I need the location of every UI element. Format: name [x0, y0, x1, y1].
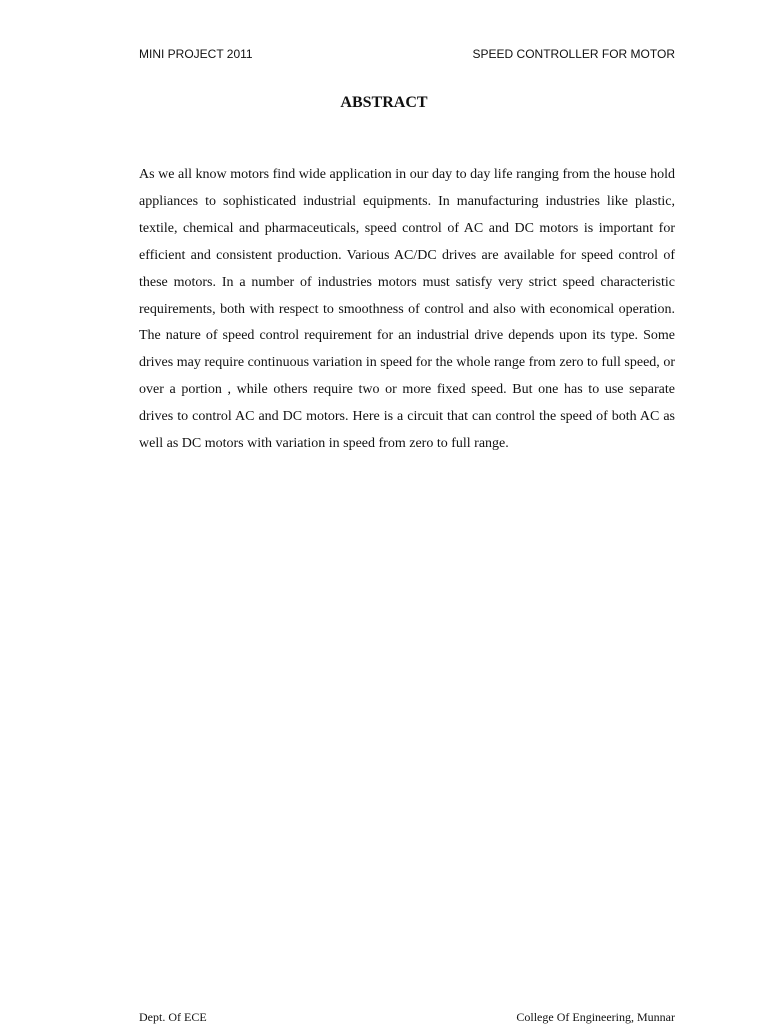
page-footer [139, 1008, 675, 1026]
header-project-label: MINI PROJECT 2011 [139, 47, 253, 61]
abstract-paragraph: As we all know motors find wide application in our day to day life ranging from the house hold appliances to sophisticated industrial equipments. In manufacturing industries like plastic, textile, chemical and pharmaceuticals, speed control of AC and DC motors is important for efficient and consistent production. Various AC/DC drives are available for speed control of these motors. In a number of industries motors must satisfy very strict speed characteristic requirements, both with respect to smoothness of control and also with economical operation. The nature of speed control requirement for an industrial drive depends upon its type. Some drives may require continuous variation in speed for the whole range from zero to full speed, or over a portion , while others require two or more fixed speed. But one has to use separate drives to control AC and DC motors. Here is a circuit that can control the speed of both AC as well as DC motors with variation in speed from zero to full range. [139, 167, 675, 452]
footer-college: College Of Engineering, Munnar [516, 1010, 675, 1024]
header-document-title: SPEED CONTROLLER FOR MOTOR [472, 47, 675, 61]
page-header [139, 45, 675, 63]
page-title: ABSTRACT [340, 94, 428, 111]
footer-department: Dept. Of ECE [139, 1010, 207, 1024]
